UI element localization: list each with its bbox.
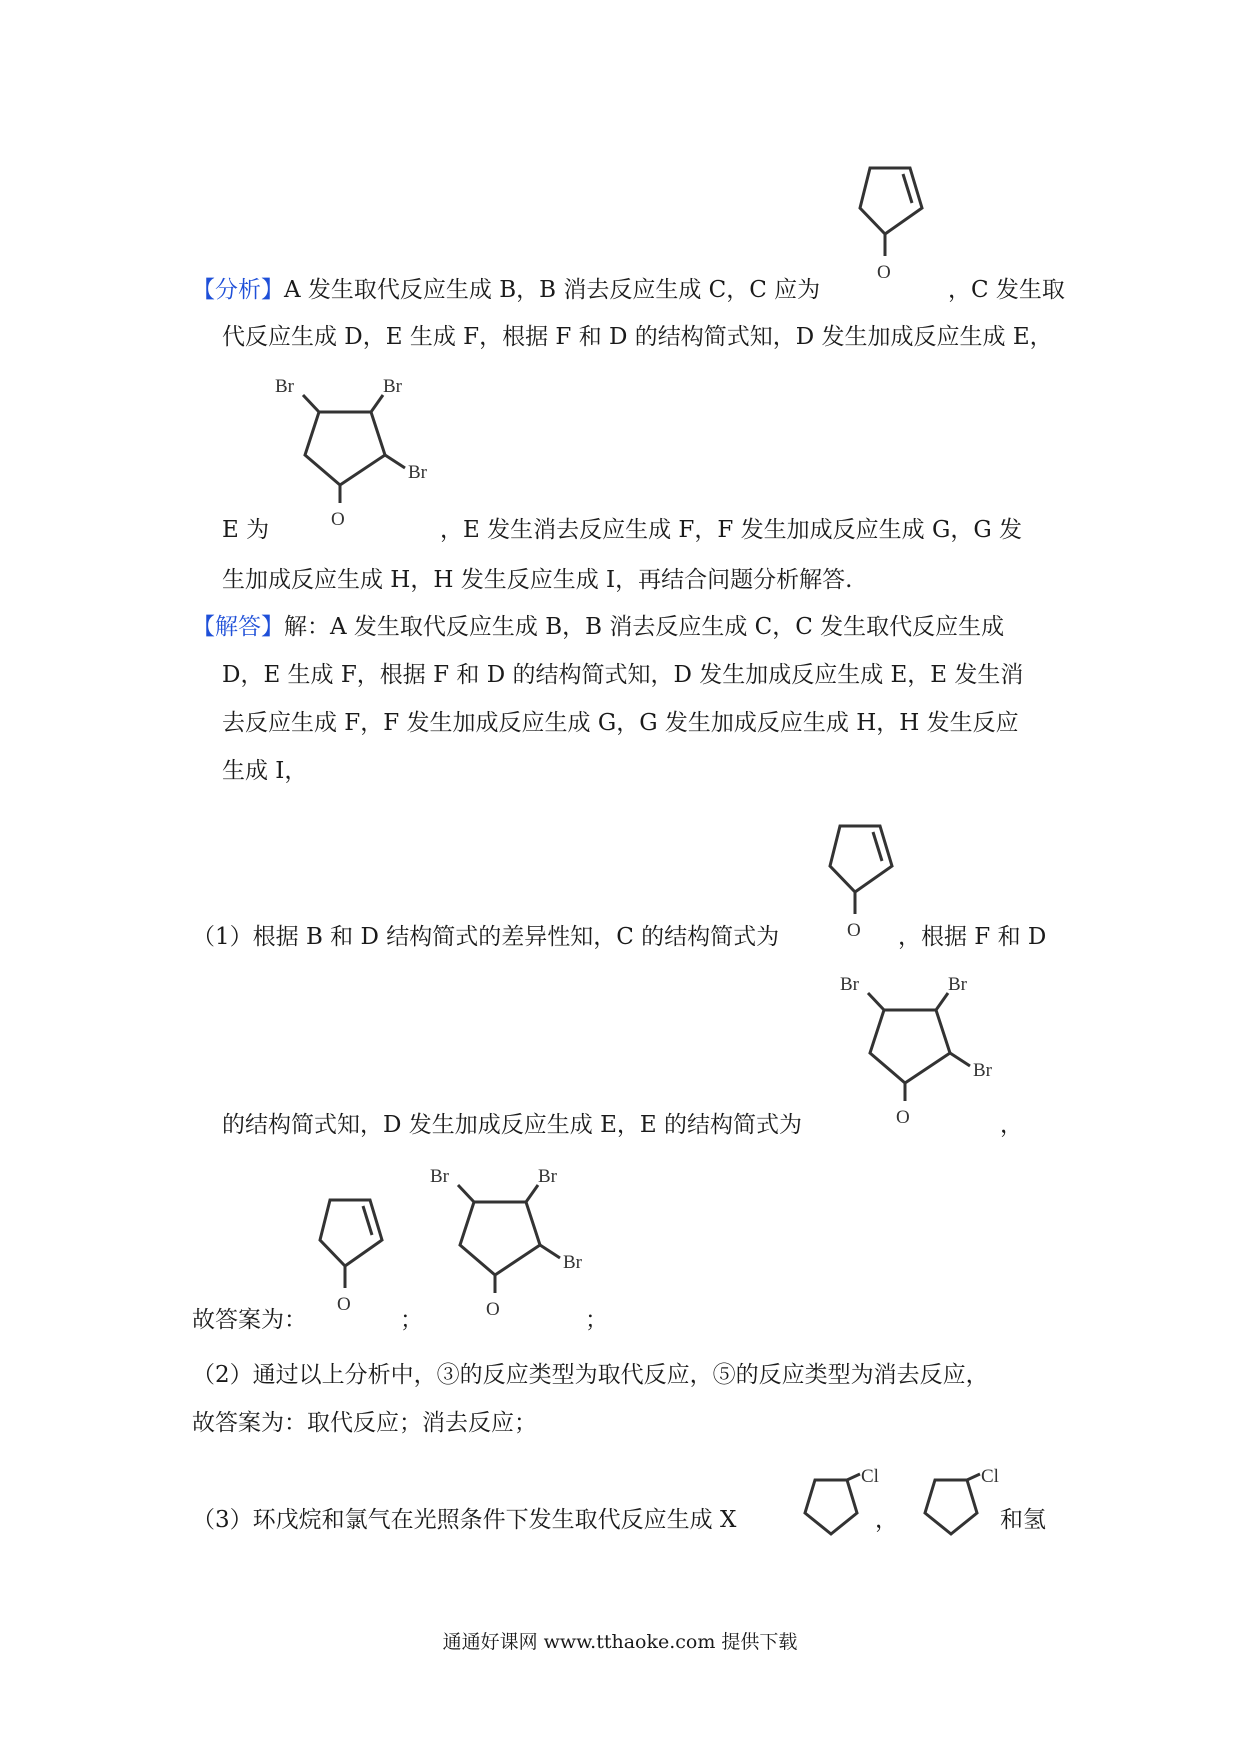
analysis-line-1b: ，C 发生取 [948, 277, 1065, 303]
analysis-line-3b: ，E 发生消去反应生成 F，F 发生加成反应生成 G，G 发 [440, 517, 1023, 543]
q3-line-b: ， [875, 1507, 898, 1533]
br-label: Br [563, 1252, 582, 1273]
analysis-tag: 【分析】 [192, 277, 284, 303]
q3-line-a: （3）环戊烷和氯气在光照条件下发生取代反应生成 X [192, 1507, 737, 1533]
cl-label: Cl [861, 1466, 879, 1487]
chlorocyclopentane-structure-1 [775, 1458, 885, 1548]
q1-answer-sep-2: ； [585, 1307, 608, 1333]
chlorocyclopentane-structure-2 [895, 1458, 1005, 1548]
tribromo-cyclopentanone-structure-answer [420, 1160, 600, 1320]
q1-line-2: 的结构简式知，D 发生加成反应生成 E，E 的结构简式为 [222, 1112, 802, 1138]
oxygen-label: O [486, 1299, 500, 1320]
answer-tag: 【解答】 [192, 614, 284, 640]
oxygen-label: O [877, 262, 891, 283]
br-label: Br [973, 1060, 992, 1081]
analysis-line-4: 生加成反应生成 H，H 发生反应生成 I，再结合问题分析解答. [222, 567, 853, 593]
q1-line-1a: （1）根据 B 和 D 结构简式的差异性知，C 的结构简式为 [192, 924, 780, 950]
answer-line-2: D，E 生成 F，根据 F 和 D 的结构简式知，D 发生加成反应生成 E，E 发生消 [222, 662, 1024, 688]
oxygen-label: O [331, 509, 345, 530]
page-footer: 通通好课网 www.tthaoke.com 提供下载 [442, 1631, 798, 1653]
br-label: Br [275, 376, 294, 397]
q3-line-c: 和氢 [1000, 1507, 1046, 1533]
br-label: Br [948, 974, 967, 995]
br-label: Br [840, 974, 859, 995]
answer-line-1: 【解答】解：A 发生取代反应生成 B，B 消去反应生成 C，C 发生取代反应生成 [192, 614, 1005, 640]
q1-answer-label: 故答案为： [192, 1307, 307, 1333]
br-label: Br [538, 1166, 557, 1187]
tribromo-cyclopentanone-structure-1 [265, 370, 445, 530]
q1-answer-sep-1: ； [400, 1307, 423, 1333]
answer-line-3: 去反应生成 F，F 发生加成反应生成 G，G 发生加成反应生成 H，H 发生反应 [222, 710, 1019, 736]
cl-label: Cl [981, 1466, 999, 1487]
br-label: Br [408, 462, 427, 483]
oxygen-label: O [847, 920, 861, 941]
br-label: Br [430, 1166, 449, 1187]
q1-line-1b: ，根据 F 和 D [898, 924, 1047, 950]
cyclopentenone-structure-2 [810, 806, 910, 946]
q1-line-2-comma: ， [1000, 1112, 1023, 1138]
tribromo-cyclopentanone-structure-2 [830, 968, 1010, 1128]
q2-line-1: （2）通过以上分析中，③的反应类型为取代反应，⑤的反应类型为消去反应， [192, 1362, 989, 1388]
oxygen-label: O [896, 1107, 910, 1128]
analysis-line-1: 【分析】A 发生取代反应生成 B，B 消去反应生成 C，C 应为 [192, 277, 821, 303]
analysis-line-3a: E 为 [222, 517, 270, 543]
br-label: Br [383, 376, 402, 397]
cyclopentenone-structure-1 [840, 148, 940, 288]
answer-line-4: 生成 I， [222, 758, 308, 784]
q2-line-2: 故答案为：取代反应；消去反应； [192, 1410, 537, 1436]
cyclopentenone-structure-answer [300, 1180, 400, 1320]
analysis-line-2: 代反应生成 D，E 生成 F，根据 F 和 D 的结构简式知，D 发生加成反应生成 E， [222, 324, 1053, 350]
oxygen-label: O [337, 1294, 351, 1315]
